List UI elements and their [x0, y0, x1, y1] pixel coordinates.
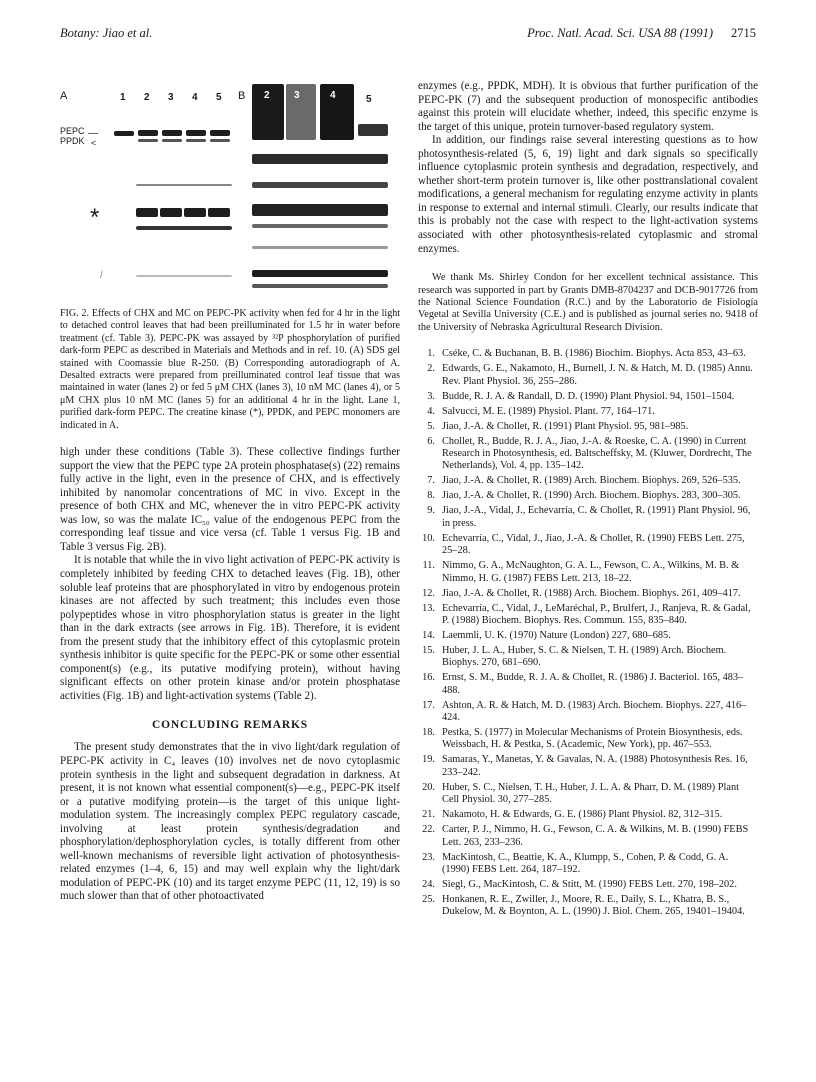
- left-paragraph-2: It is notable that while the in vivo light activation of PEPC-PK activity is completely inhibited by feeding CHX to detached leaves (Fig. 1B), other soluble leaf proteins that are phosphorylated in vitro by endogenous protein kinases are not affected by such treatment; this includes even those polypeptides whose in vitro phosphorylation status is greater in the light than in the dark extracts (see arrows in Fig. 1B). Therefore, it is evident from the present study that the inhibitory effect of this cytoplasmic protein synthesis inhibitor is quite specific for the PEPC-PK or some other essential component(s) (e.g., its putative modifying protein), without having significant effects on other protein kinase and/or protein phosphatase activities (Fig. 1B) and light-activation systems (Table 2).: [60, 554, 400, 702]
- reference-item: 20. Huber, S. C., Nielsen, T. H., Huber, J. L. A. & Pharr, D. M. (1989) Plant Cell Physiol. 30, 277–285.: [422, 781, 739, 806]
- reference-item: 4. Salvucci, M. E. (1989) Physiol. Plant. 77, 164–171.: [427, 405, 655, 417]
- header-journal-block: [527, 26, 756, 41]
- reference-item: 2. Edwards, G. E., Nakamoto, H., Burnell, J. N. & Hatch, M. D. (1985) Annu. Rev. Plant Physiol. 36, 255–286.: [427, 363, 753, 387]
- right-paragraph-1: enzymes (e.g., PPDK, MDH). It is obvious that further purification of the PEPC-PK (7) and the subsequent production of monospecific antibodies against this protein will elucidate whether, indeed, this specific enzyme is the target of this unique, protein turnover-based regulatory system.: [418, 80, 758, 133]
- panel-b-label: B: [238, 90, 246, 102]
- acknowledgments: We thank Ms. Shirley Condon for her excellent technical assistance. This research was supported in part by Grants DMB-8704237 and DCB-9017726 from the National Science Foundation (R.C.) and by the Laboratorio de Fisiología Vegetal at Sevilla University (C.E.) and is published as journal series no. 9418 of the University of Nebraska Agricultural Research Division.: [418, 272, 758, 333]
- gel-a-band-pepc-2: [138, 130, 158, 136]
- reference-item: 6. Chollet, R., Budde, R. J. A., Jiao, J.-A. & Roeske, C. A. (1990) in Current Research in Photosynthesis, ed. Baltscheffsky, M. (Kluwer, Dordrecht, The Netherlands), Vol. 4, pp. 135–142.: [427, 435, 752, 472]
- reference-item: 8. Jiao, J.-A. & Chollet, R. (1990) Arch. Biochem. Biophys. 283, 300–305.: [427, 490, 741, 502]
- gel-a-dye-front: [136, 275, 232, 277]
- lane-label-a-1: 1: [120, 92, 126, 103]
- left-column: [60, 80, 400, 904]
- left-paragraph-1: high under these conditions (Table 3). These collective findings further support the view that the PEPC type 2A protein phosphatase(s) (22) remains fully active in the light, even in the presence of CHX, and is effectively inhibited by nanomolar concentrations of MC in vivo. Except in the presence of both CHX and MC, whenever the in vitro PEPC-PK activity was low, so was the malate IC₅₀ value of the endogenous PEPC from the corresponding leaf tissue and vice versa (cf. Table 1 versus Fig. 1B and Table 3 versus Fig. 2B).: [60, 446, 400, 553]
- autorad-band-row-1: [252, 154, 388, 164]
- lane-label-b-2: 2: [264, 90, 270, 101]
- reference-item: 22. Carter, P. J., Nimmo, H. G., Fewson, C. A. & Wilkins, M. B. (1990) FEBS Lett. 263, 233–236.: [422, 824, 749, 848]
- panel-a-label: A: [60, 90, 68, 102]
- reference-item: 14. Laemmli, U. K. (1970) Nature (London) 227, 680–685.: [422, 629, 671, 641]
- reference-item: 18. Pestka, S. (1977) in Molecular Mechanisms of Protein Biosynthesis, eds. Weissbach, H. & Pestka, S. (Academic, New York), pp. 467–553.: [422, 727, 743, 751]
- lane-label-a-4: 4: [192, 92, 198, 103]
- lane-label-b-3: 3: [294, 90, 300, 101]
- right-column: [418, 80, 758, 921]
- header-journal: Proc. Natl. Acad. Sci. USA 88 (1991): [527, 26, 713, 40]
- header-section: Botany: Jiao et al.: [60, 26, 153, 40]
- gel-a-band-ppdk-4: [186, 139, 206, 142]
- gel-a-band-ck-2: [136, 208, 158, 217]
- gel-a-band-ck-5: [208, 208, 230, 217]
- reference-item: 12. Jiao, J.-A. & Chollet, R. (1988) Arch. Biochem. Biophys. 261, 409–417.: [422, 587, 741, 599]
- autorad-band-row-6: [252, 270, 388, 277]
- reference-item: 24. Siegl, G., MacKintosh, C. & Stitt, M. (1990) FEBS Lett. 270, 198–202.: [422, 879, 737, 891]
- autorad-band-row-2: [252, 182, 388, 188]
- autorad-lane-4-top: [320, 84, 354, 140]
- lane-label-a-5: 5: [216, 92, 222, 103]
- gel-a-band-ppdk-2: [138, 139, 158, 142]
- gel-a-band-pepc-4: [186, 130, 206, 136]
- autorad-band-row-3: [252, 204, 388, 216]
- autorad-band-row-4: [252, 224, 388, 228]
- reference-item: 13. Echevarría, C., Vidal, J., LeMaréchal, P., Brulfert, J., Ranjeva, R. & Gadal, P. (1988) Biochem. Biophys. Res. Commun. 155, 835–840.: [422, 602, 751, 626]
- gel-a-band-pepc-5: [210, 130, 230, 136]
- reference-item: 23. MacKintosh, C., Beattie, K. A., Klumpp, S., Cohen, P. & Codd, G. A. (1990) FEBS Lett. 264, 187–192.: [422, 851, 729, 875]
- ppdk-marker-arrow: <: [91, 138, 97, 148]
- gel-a-band-ppdk-3: [162, 139, 182, 142]
- page-number: 2715: [731, 26, 756, 40]
- autoradiograph-b: [250, 82, 392, 296]
- lane-label-a-3: 3: [168, 92, 174, 103]
- autorad-lane-5-top: [358, 124, 388, 136]
- right-paragraph-2: In addition, our findings raise several interesting questions as to how photosynthesis-related (5, 6, 19) light and dark signals so specifically influence cytoplasmic protein synthesis and degradation, respectively, and whether short-term protein turnover is, like other posttranslational covalent modifications, a general mechanism for regulating enzyme activity in plants in response to external and internal stimuli. Clearly, our results indicate that this is probably not the case with respect to the light-activation systems associated with other photosynthesis-related cytoplasmic and stromal enzymes.: [418, 134, 758, 255]
- gel-a-band-ck-3: [160, 208, 182, 217]
- reference-item: 21. Nakamoto, H. & Edwards, G. E. (1986) Plant Physiol. 82, 312–315.: [422, 809, 723, 821]
- left-paragraph-3: The present study demonstrates that the in vivo light/dark regulation of PEPC-PK activity in C₄ leaves (10) involves net de novo cytoplasmic protein synthesis in the light and subsequent degradation in darkness. At present, it is not known what essential component(s)—e.g., PEPC-PK itself or a putative modifying protein—is the target of this unique light-modulation system. The increasingly complex PEPC regulatory cascade, involving at least protein synthesis/degradation and phosphorylation/dephosphorylation cycles, is totally different from other well-known mechanisms of reversible light activation of photosynthesis-related enzymes (1–4, 6, 15) and may well explain why the light/dark modulation of PEPC-PK (10) and its target enzyme PEPC (11, 12, 19) is so much slower than that of other photoactivated: [60, 741, 400, 903]
- ppdk-marker-label: PPDK: [60, 136, 85, 146]
- reference-item: 7. Jiao, J.-A. & Chollet, R. (1989) Arch. Biochem. Biophys. 269, 526–535.: [427, 475, 741, 487]
- gel-mark: /: [100, 270, 103, 281]
- gel-a-band-ppdk-5: [210, 139, 230, 142]
- reference-item: 17. Ashton, A. R. & Hatch, M. D. (1983) Arch. Biochem. Biophys. 227, 416–424.: [422, 699, 747, 724]
- pepc-marker-dash: —: [88, 128, 98, 139]
- lane-label-b-5: 5: [366, 94, 372, 105]
- pepc-marker-label: PEPC: [60, 126, 85, 136]
- gel-a-band-pepc-3: [162, 130, 182, 136]
- gel-a-lower-band: [136, 226, 232, 230]
- reference-item: 3. Budde, R. J. A. & Randall, D. D. (1990) Plant Physiol. 94, 1501–1504.: [427, 390, 735, 402]
- reference-item: 15. Huber, J. L. A., Huber, S. C. & Nielsen, T. H. (1989) Arch. Biochem. Biophys. 270, 681–690.: [422, 644, 727, 669]
- reference-item: 1. Cséke, C. & Buchanan, B. B. (1986) Biochim. Biophys. Acta 853, 43–63.: [427, 348, 746, 360]
- reference-item: 9. Jiao, J.-A., Vidal, J., Echevarría, C. & Chollet, R. (1991) Plant Physiol. 96, in press.: [427, 505, 751, 529]
- reference-item: 19. Samaras, Y., Manetas, Y. & Gavalas, N. A. (1988) Photosynthesis Res. 16, 233–242.: [422, 754, 748, 778]
- autorad-band-row-7: [252, 284, 388, 288]
- reference-list: [418, 348, 758, 919]
- lane-label-a-2: 2: [144, 92, 150, 103]
- reference-item: 5. Jiao, J.-A. & Chollet, R. (1991) Plant Physiol. 95, 981–985.: [427, 420, 689, 432]
- figure-2: [60, 80, 400, 302]
- running-header: [60, 26, 756, 42]
- section-heading: CONCLUDING REMARKS: [152, 719, 308, 732]
- lane-label-b-4: 4: [330, 90, 336, 101]
- reference-item: 16. Ernst, S. M., Budde, R. J. A. & Chollet, R. (1986) J. Bacteriol. 165, 483–488.: [422, 672, 744, 696]
- creatine-kinase-star: *: [90, 204, 100, 231]
- reference-item: 11. Nimmo, G. A., McNaughton, G. A. L., Fewson, C. A., Wilkins, M. B. & Nimmo, H. G. (1987) FEBS Lett. 213, 18–22.: [422, 560, 740, 584]
- autorad-lane-3-top: [286, 84, 316, 140]
- autorad-band-row-5: [252, 246, 388, 249]
- figure-caption: FIG. 2. Effects of CHX and MC on PEPC-PK activity when fed for 4 hr in the light to detached control leaves that had been preilluminated for 1.5 hr in water before treatment (cf. Table 3). PEPC-PK was assayed by ³²P phosphorylation of purified dark-form PEPC as described in Materials and Methods and in ref. 10. (A) SDS gel stained with Coomassie blue R-250. (B) Corresponding autoradiograph of A. Desalted extracts were prepared from preilluminated control leaf tissue that was maintained in water (lanes 2) or fed 5 μM CHX (lanes 3), 10 nM MC (lanes 4), or 5 μM CHX plus 10 nM MC (lanes 5) for an additional 4 hr in the light. Lane 1, purified dark-form PEPC. The creatine kinase (*), PPDK, and PEPC monomers are indicated in A.: [60, 308, 400, 431]
- gel-a-faint-band: [136, 184, 232, 186]
- gel-a-band-ck-4: [184, 208, 206, 217]
- reference-item: 25. Honkanen, R. E., Zwiller, J., Moore, R. E., Daily, S. L., Khatra, B. S., Dukelow, M. & Boynton, A. L. (1990) J. Biol. Chem. 265, 19401–19404.: [422, 894, 745, 918]
- reference-item: 10. Echevarría, C., Vidal, J., Jiao, J.-A. & Chollet, R. (1990) FEBS Lett. 275, 25–28.: [422, 532, 745, 557]
- gel-a-band-pepc-1: [114, 131, 134, 136]
